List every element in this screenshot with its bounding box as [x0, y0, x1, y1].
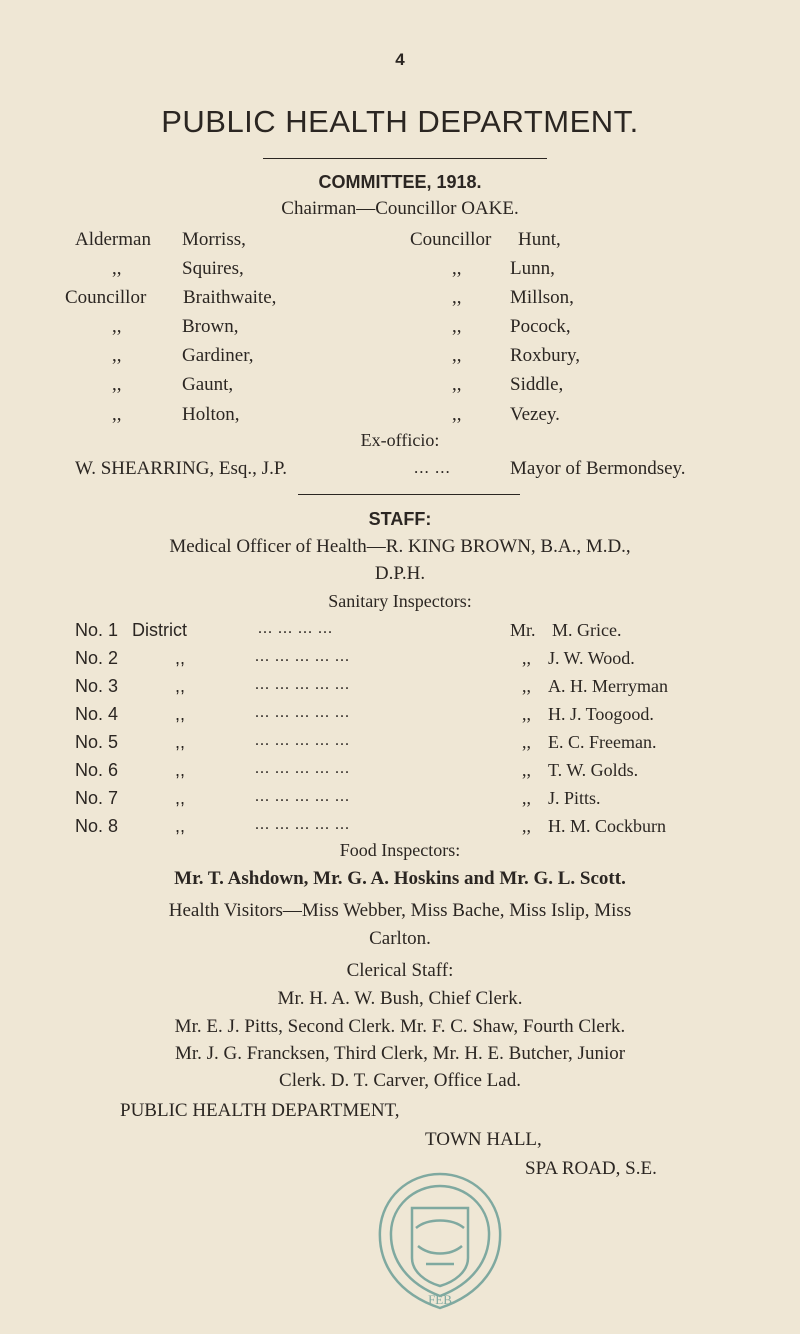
inspector-title: ,, — [522, 676, 531, 696]
title-divider — [263, 158, 547, 159]
inspector-district-label: ,, — [175, 648, 186, 668]
inspector-district-number: No. 1 — [75, 620, 119, 640]
sanitary-inspectors-heading: Sanitary Inspectors: — [328, 591, 472, 611]
ex-officio-name: W. SHEARRING, Esq., J.P. — [75, 458, 288, 479]
inspector-district-label: District — [132, 620, 187, 640]
committee-member-prefix: ,, — [112, 345, 122, 366]
committee-member-name: Brown, — [182, 316, 239, 337]
inspector-title: ,, — [522, 788, 531, 808]
committee-member-name: Squires, — [182, 258, 244, 279]
committee-member-name: Roxbury, — [510, 345, 581, 366]
inspector-leader-dots: ... ... ... ... ... — [255, 760, 350, 777]
committee-member-name: Millson, — [510, 287, 574, 308]
inspector-district-label: ,, — [175, 732, 186, 752]
clerical-staff-heading: Clerical Staff: — [346, 960, 454, 981]
committee-member-prefix: Alderman — [75, 229, 151, 250]
health-visitors-line-1: Health Visitors—Miss Webber, Miss Bache, Miss Islip, Miss — [168, 900, 632, 921]
ex-officio-leader-dots: ... ... — [414, 458, 451, 477]
committee-member-prefix: ,, — [452, 287, 462, 308]
inspector-leader-dots: ... ... ... ... ... — [255, 816, 350, 833]
ex-officio-role: Mayor of Bermondsey. — [510, 458, 686, 479]
stamp-text: FEB — [428, 1292, 452, 1307]
committee-member-prefix: ,, — [452, 374, 462, 395]
inspector-title: ,, — [522, 816, 531, 836]
inspector-district-number: No. 7 — [75, 788, 119, 808]
committee-member-prefix: ,, — [112, 316, 122, 337]
inspector-title: ,, — [522, 732, 531, 752]
committee-member-prefix: ,, — [112, 258, 122, 279]
clerical-line-2: Mr. E. J. Pitts, Second Clerk. Mr. F. C. Shaw, Fourth Clerk. — [174, 1016, 626, 1037]
staff-divider — [298, 494, 520, 495]
committee-member-name: Pocock, — [510, 316, 571, 337]
page-title: PUBLIC HEALTH DEPARTMENT. — [161, 104, 639, 139]
inspector-name: J. Pitts. — [548, 788, 601, 808]
inspector-district-label: ,, — [175, 760, 186, 780]
committee-member-name: Braithwaite, — [183, 287, 277, 308]
inspector-leader-dots: ... ... ... ... ... — [255, 732, 350, 749]
clerical-line-1: Mr. H. A. W. Bush, Chief Clerk. — [277, 988, 523, 1009]
inspector-title: ,, — [522, 704, 531, 724]
inspector-name: H. M. Cockburn — [548, 816, 666, 836]
committee-member-prefix: Councillor — [65, 287, 147, 308]
committee-member-name: Holton, — [182, 404, 240, 425]
committee-member-prefix: Councillor — [410, 229, 492, 250]
committee-member-prefix: ,, — [112, 374, 122, 395]
inspector-name: E. C. Freeman. — [548, 732, 657, 752]
clerical-line-4: Clerk. D. T. Carver, Office Lad. — [279, 1070, 521, 1091]
inspector-district-label: ,, — [175, 816, 186, 836]
committee-heading: COMMITTEE, 1918. — [318, 172, 482, 192]
committee-member-name: Gaunt, — [182, 374, 234, 395]
inspector-district-number: No. 6 — [75, 760, 119, 780]
inspector-leader-dots: ... ... ... ... ... — [255, 704, 350, 721]
inspector-district-label: ,, — [175, 788, 186, 808]
moh-line-1: Medical Officer of Health—R. KING BROWN, B.A., M.D., — [169, 536, 631, 557]
chairman-line: Chairman—Councillor OAKE. — [281, 198, 519, 219]
inspector-name: J. W. Wood. — [548, 648, 635, 668]
inspector-district-number: No. 5 — [75, 732, 119, 752]
health-visitors-line-2: Carlton. — [369, 928, 431, 949]
inspector-district-number: No. 3 — [75, 676, 119, 696]
ex-officio-heading: Ex-officio: — [360, 430, 440, 450]
inspector-district-label: ,, — [175, 704, 186, 724]
inspector-title: ,, — [522, 648, 531, 668]
committee-member-prefix: ,, — [112, 404, 122, 425]
committee-member-prefix: ,, — [452, 404, 462, 425]
inspector-name: M. Grice. — [552, 620, 622, 640]
committee-member-name: Gardiner, — [182, 345, 254, 366]
inspector-title: Mr. — [510, 620, 536, 640]
moh-line-2: D.P.H. — [374, 563, 426, 584]
committee-member-name: Siddle, — [510, 374, 564, 395]
inspector-district-number: No. 2 — [75, 648, 119, 668]
staff-heading: STAFF: — [368, 509, 432, 529]
inspector-leader-dots: ... ... ... ... ... — [255, 788, 350, 805]
committee-member-prefix: ,, — [452, 316, 462, 337]
library-stamp — [372, 1168, 508, 1314]
inspector-leader-dots: ... ... ... ... ... — [255, 676, 350, 693]
food-inspectors-names: Mr. T. Ashdown, Mr. G. A. Hoskins and Mr. G. L. Scott. — [174, 868, 626, 889]
address-line-2: TOWN HALL, — [425, 1129, 542, 1150]
stamp-outline — [380, 1174, 500, 1308]
committee-member-name: Hunt, — [518, 229, 561, 250]
committee-member-name: Morriss, — [182, 229, 246, 250]
committee-member-name: Lunn, — [510, 258, 555, 279]
inspector-leader-dots: ... ... ... ... ... — [255, 648, 350, 665]
food-inspectors-heading: Food Inspectors: — [339, 840, 461, 860]
address-line-1: PUBLIC HEALTH DEPARTMENT, — [120, 1100, 400, 1121]
committee-member-prefix: ,, — [452, 345, 462, 366]
clerical-line-3: Mr. J. G. Francksen, Third Clerk, Mr. H. E. Butcher, Junior — [174, 1043, 626, 1064]
committee-member-prefix: ,, — [452, 258, 462, 279]
inspector-name: A. H. Merryman — [548, 676, 668, 696]
inspector-district-number: No. 8 — [75, 816, 119, 836]
inspector-title: ,, — [522, 760, 531, 780]
inspector-district-label: ,, — [175, 676, 186, 696]
address-line-3: SPA ROAD, S.E. — [525, 1158, 657, 1179]
committee-member-name: Vezey. — [510, 404, 560, 425]
inspector-name: H. J. Toogood. — [548, 704, 654, 724]
inspector-leader-dots: ... ... ... ... — [258, 620, 333, 637]
inspector-name: T. W. Golds. — [548, 760, 639, 780]
page-number: 4 — [395, 50, 405, 69]
inspector-district-number: No. 4 — [75, 704, 119, 724]
